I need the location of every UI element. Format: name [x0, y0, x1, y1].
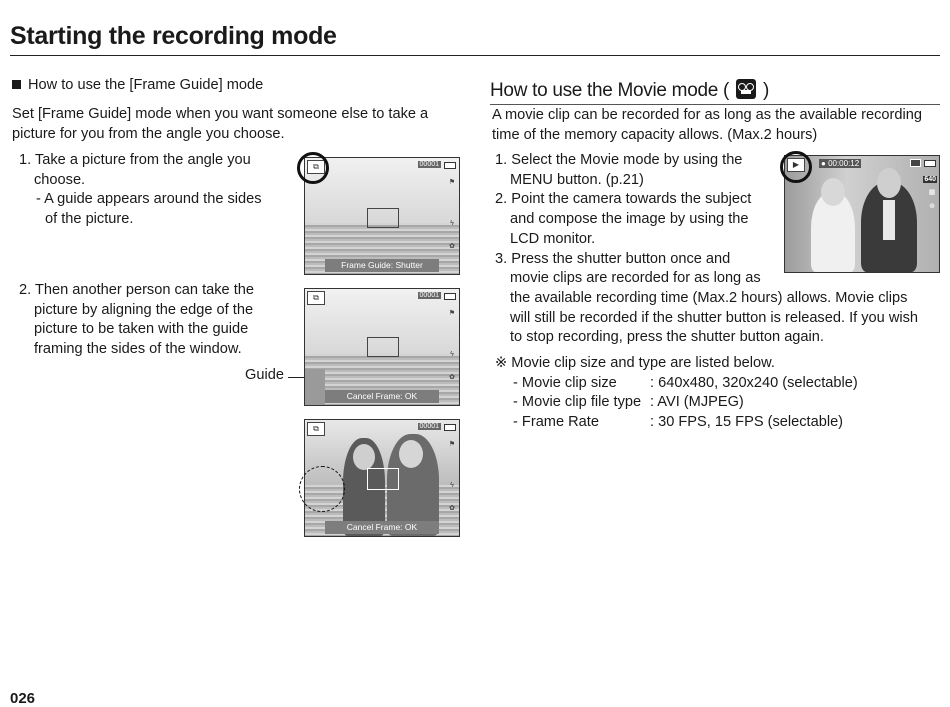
macro-icon: ✿ — [449, 374, 455, 381]
camera-screen-cancel-frame — [304, 288, 460, 406]
spec-label: - Movie clip size — [513, 374, 617, 391]
frame-guide-intro — [12, 105, 428, 144]
woman-face — [353, 444, 375, 470]
flash-icon: ϟ — [450, 482, 454, 489]
guide-label: Guide — [245, 367, 284, 383]
frame-guide-step-1 — [19, 151, 262, 230]
focus-frame — [367, 468, 399, 490]
memory-icon — [910, 159, 921, 167]
screen-caption: Cancel Frame: OK — [325, 390, 439, 403]
battery-icon — [444, 424, 456, 431]
man-face — [399, 440, 423, 468]
clip-size-indicator: 640 — [924, 176, 936, 183]
note-line: ※ Movie clip size and type are listed below. — [495, 355, 775, 371]
frame-guide-step-2 — [19, 281, 254, 360]
frame-guide-mode-icon: ⧉ — [307, 422, 325, 436]
movie-mode-icon — [736, 79, 756, 99]
spec-label: - Frame Rate — [513, 414, 599, 431]
guide-dashed-circle — [299, 466, 345, 512]
screen-caption: Frame Guide: Shutter — [325, 259, 439, 272]
macro-icon: ✿ — [449, 505, 455, 512]
shot-counter: 00001 — [419, 161, 439, 168]
shot-counter: 00001 — [419, 292, 439, 299]
page-number: 026 — [10, 690, 36, 707]
spec-value: : 30 FPS, 15 FPS (selectable) — [650, 414, 844, 431]
flag-icon: ⚑ — [448, 179, 456, 186]
macro-icon: ✿ — [449, 243, 455, 250]
movie-mode-screen-icon: ▶ — [787, 158, 805, 172]
step-line: picture by aligning the edge of the — [34, 301, 254, 318]
step-line: will still be recorded if the shutter button is released. If you wish — [510, 309, 919, 326]
step-line: and compose the image by using the — [510, 211, 749, 228]
step-line: MENU button. (p.21) — [510, 171, 644, 188]
movie-mode-heading — [490, 79, 769, 102]
movie-clip-note — [495, 354, 858, 433]
page-title: Starting the recording mode — [10, 22, 337, 50]
battery-icon — [924, 160, 936, 167]
step-line: LCD monitor. — [510, 230, 596, 247]
intro-line: picture for you from the angle you choose. — [12, 125, 285, 142]
shot-counter: 00001 — [419, 423, 439, 430]
frame-guide-mode-icon: ⧉ — [307, 160, 325, 174]
step-line: picture to be taken with the guide — [34, 321, 249, 338]
title-divider — [10, 55, 940, 56]
frame-rate-icon: ▦ — [928, 189, 936, 196]
screen-caption: Cancel Frame: OK — [325, 521, 439, 534]
step-line: 3. Press the shutter button once and — [495, 250, 731, 267]
movie-mode-heading-close: ) — [762, 80, 770, 101]
step-line: the available recording time (Max.2 hours) allows. Movie clips — [510, 289, 908, 306]
spec-value: : 640x480, 320x240 (selectable) — [650, 374, 858, 391]
step-line: to stop recording, press the shutter button again. — [510, 329, 824, 346]
groom-shirt — [883, 200, 895, 240]
guide-frame-edge — [305, 369, 325, 405]
intro-line: A movie clip can be recorded for as long as the available recording — [492, 107, 922, 123]
bride-face — [821, 178, 845, 206]
flag-icon: ⚑ — [448, 441, 456, 448]
movie-mode-heading-text: How to use the Movie mode ( — [490, 80, 730, 101]
recording-timer: ● 00:00:12 — [821, 159, 860, 168]
square-bullet-icon — [12, 80, 21, 89]
step-line: 1. Select the Movie mode by using the — [495, 152, 743, 168]
flash-icon: ϟ — [450, 220, 454, 227]
settings-icon: ⊕ — [929, 203, 935, 210]
groom-face — [877, 168, 901, 198]
focus-frame — [367, 208, 399, 228]
intro-line: Set [Frame Guide] mode when you want someone else to take a — [12, 106, 429, 122]
step-line: framing the sides of the window. — [34, 341, 242, 358]
spec-value: : AVI (MJPEG) — [650, 394, 744, 411]
step-line: of the picture. — [45, 211, 134, 228]
step-line: choose. — [34, 171, 86, 188]
frame-guide-mode-icon: ⧉ — [307, 291, 325, 305]
highlight-circle — [780, 151, 812, 183]
spec-label: - Movie clip file type — [513, 394, 642, 411]
focus-frame — [367, 337, 399, 357]
intro-line: time of the memory capacity allows. (Max.2 hours) — [492, 126, 818, 143]
frame-guide-heading-text: How to use the [Frame Guide] mode — [28, 77, 264, 93]
movie-heading-divider — [490, 104, 940, 105]
spec-table — [495, 374, 858, 433]
step-line: 2. Then another person can take the — [19, 282, 255, 298]
frame-guide-heading — [12, 76, 263, 96]
battery-icon — [444, 162, 456, 169]
highlight-circle — [297, 152, 329, 184]
step-line: 1. Take a picture from the angle you — [19, 152, 251, 168]
flash-icon: ϟ — [450, 351, 454, 358]
flag-icon: ⚑ — [448, 310, 456, 317]
step-line: - A guide appears around the sides — [36, 191, 262, 208]
battery-icon — [444, 293, 456, 300]
step-line: movie clips are recorded for as long as — [510, 270, 761, 287]
timer-value: 00:00:12 — [828, 159, 860, 168]
movie-mode-intro — [492, 106, 922, 145]
step-line: 2. Point the camera towards the subject — [495, 191, 752, 208]
